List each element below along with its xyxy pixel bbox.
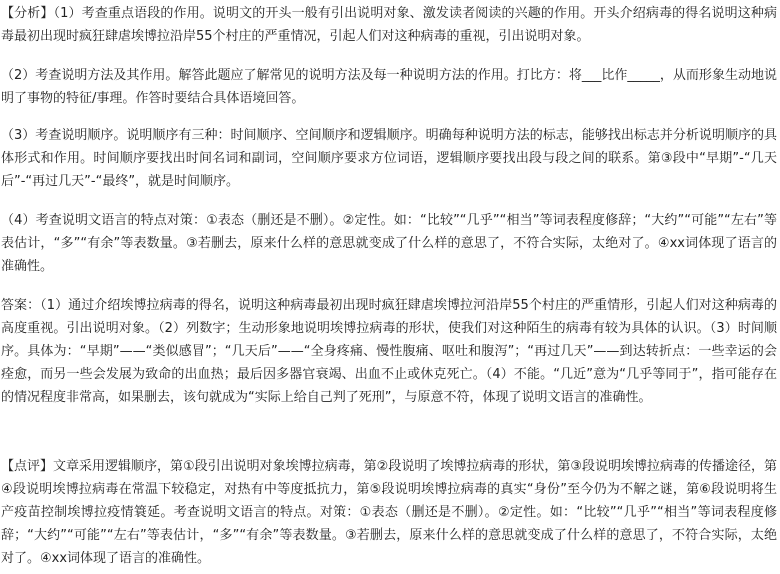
answer-paragraph: 答案：（1）通过介绍埃博拉病毒的得名，说明这种病毒最初出现时疯狂肆虐埃博拉河沿岸55个村庄的严重情形，引起人们对这种病毒的高度重视。引出说明对象。（2）列数字；生动形象地说明埃博拉病毒的形状，使我们对这种陌生的病毒有较为具体的认识。（3）时间顺序。具体为：“早期”——“类似感冒”；“几天后”——“全身疼痛、慢性腹痛、呕吐和腹泻”；“再过几天”——到达转折点：一些幸运的会痊愈，而另一些会发展为致命的出血热；最后因多器官衰竭、出血不止或休克死亡。（4）不能。“几近”意为“几乎等同于”，指可能存在的情况程度非常高，如果删去，该句就成为“实际上给自己判了死刑”，与原意不符，体现了说明文语言的准确性。 — [1, 298, 777, 405]
analysis-paragraph-3: （3）考查说明顺序。说明顺序有三种：时间顺序、空间顺序和逻辑顺序。明确每种说明方法的标志，能够找出标志并分析说明顺序的具体形式和作用。时间顺序要找出时间名词和副词，空间顺序要求方位词语，逻辑顺序要找出段与段之间的联系。第③段中“早期”-“几天后”-“再过几天”-“最终”，就是时间顺序。 — [1, 128, 777, 189]
analysis-paragraph-2: （2）考查说明方法及其作用。解答此题应了解常见的说明方法及每一种说明方法的作用。打比方：将___比作_____，从而形象生动地说明了事物的特征/事理。作答时要结合具体语境回答。 — [1, 68, 777, 106]
comment-paragraph: 【点评】文章采用逻辑顺序，第①段引出说明对象埃博拉病毒，第②段说明了埃博拉病毒的形状，第③段说明埃博拉病毒的传播途径，第④段说明埃博拉病毒在常温下较稳定，对热有中等度抵抗力，第⑤段说明埃博拉病毒的真实“身份”至今仍为不解之谜，第⑥段说明将生产疫苗控制埃博拉疫情簑延。考查说明文语言的特点。对策：①表态（删还是不删）。②定性。如：“比较”“几乎”“相当”等词表程度修辞；“大约”“可能”“左右”等表估计，“多”“有余”等表数量。③若删去，原来什么样的意思就变成了什么样的意思了，不符合实际，太绝对了。④xx词体现了语言的准确性。 — [1, 459, 777, 566]
analysis-paragraph-1: 【分析】（1）考查重点语段的作用。说明文的开头一般有引出说明对象、激发读者阅读的兴趣的作用。开头介绍病毒的得名说明这种病毒最初出现时疯狂肆虐埃博拉沿岸55个村庄的严重情况，引起人们对这种病毒的重视，引出说明对象。 — [1, 6, 777, 44]
analysis-paragraph-4: （4）考查说明文语言的特点对策：①表态（删还是不删）。②定性。如：“比较”“几乎”“相当”等词表程度修辞；“大约”“可能”“左右”等表估计，“多”“有余”等表数量。③若删去，原来什么样的意思就变成了什么样的意思了，不符合实际，太绝对了。④xx词体现了语言的准确性。 — [1, 213, 777, 274]
